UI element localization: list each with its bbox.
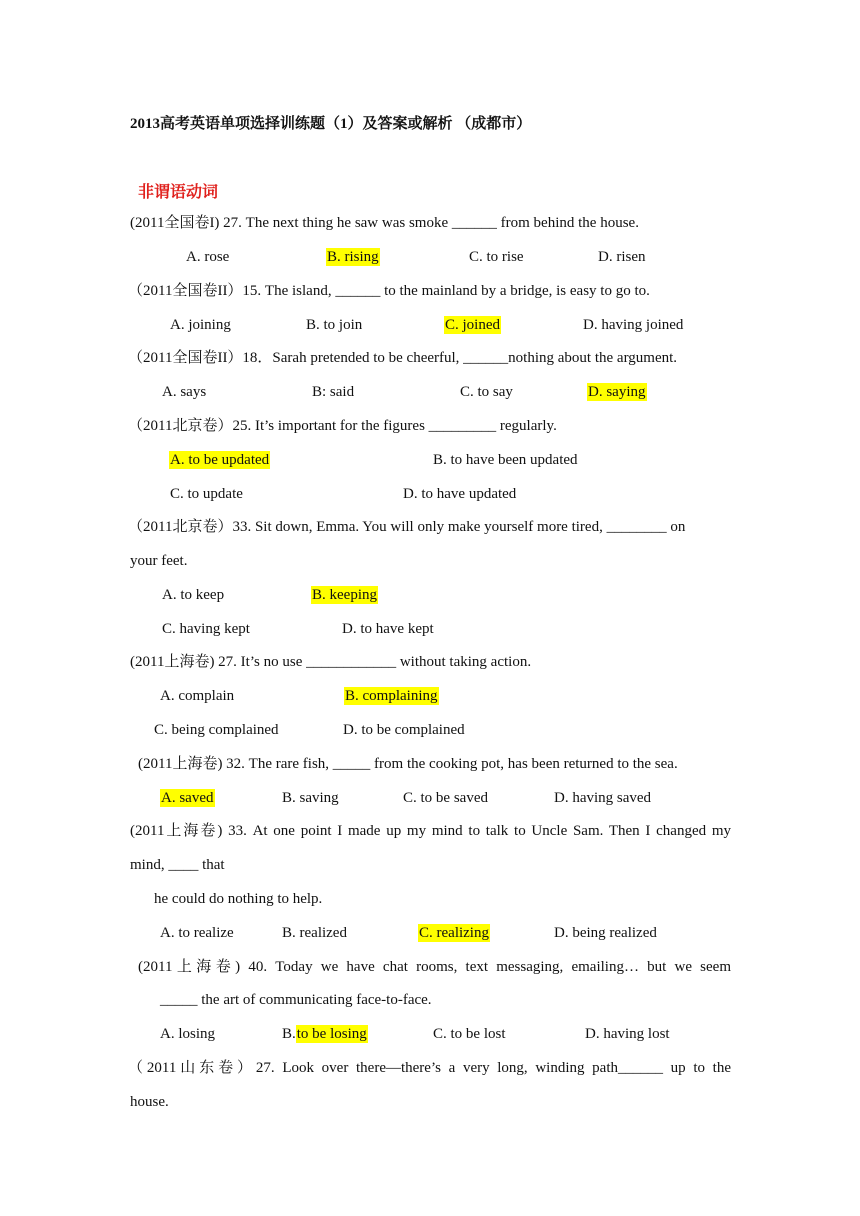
option-d: D. to have kept xyxy=(342,621,434,637)
section-heading: 非谓语动词 xyxy=(138,182,219,201)
option-c: C. being complained xyxy=(154,722,279,738)
question-stem-line1: （2011北京卷）33. Sit down, Emma. You will only make yourself more tired, ________ on xyxy=(128,519,686,535)
option-b-prefix: B. xyxy=(282,1026,296,1042)
question-stem: (2011上海卷) 27. It’s no use ____________ without taking action. xyxy=(130,654,532,670)
question-stem-line2: _____ the art of communicating face-to-face. xyxy=(160,992,432,1008)
option-d: D. being realized xyxy=(554,925,657,941)
question-stem: (2011全国卷I) 27. The next thing he saw was smoke ______ from behind the house. xyxy=(130,215,639,231)
option-c: C. to update xyxy=(170,486,243,502)
option-c: C. to be lost xyxy=(433,1026,506,1042)
option-b: B. realized xyxy=(282,925,347,941)
option-d: D. risen xyxy=(598,249,646,265)
question-stem-line2: your feet. xyxy=(130,553,188,569)
question-stem: （2011全国卷II）15. The island, ______ to the mainland by a bridge, is easy to go to. xyxy=(128,283,650,299)
option-d: D. to have updated xyxy=(403,486,517,502)
option-d: D. having lost xyxy=(585,1026,670,1042)
question-stem-line1: (2011上海卷) 33. At one point I made up my mind to talk to Uncle Sam. Then I changed my xyxy=(130,823,731,839)
option-a: A. losing xyxy=(160,1026,216,1042)
question-stem-line3: he could do nothing to help. xyxy=(154,891,323,907)
option-b: B. to join xyxy=(306,317,363,333)
option-b-answer: to be losing xyxy=(296,1026,367,1042)
option-c: C. having kept xyxy=(162,621,250,637)
option-a: A. rose xyxy=(186,249,230,265)
option-c: C. to say xyxy=(460,384,513,400)
option-c-answer: C. realizing xyxy=(419,925,489,941)
option-a: A. joining xyxy=(170,317,231,333)
document-title: 2013高考英语单项选择训练题（1）及答案或解析 （成都市） xyxy=(130,116,532,132)
question-stem: （2011全国卷II）18．Sarah pretended to be cheerful, ______nothing about the argument. xyxy=(128,350,678,366)
option-b: B: said xyxy=(312,384,355,400)
option-a-answer: A. saved xyxy=(161,790,214,806)
option-a: A. complain xyxy=(160,688,235,704)
option-c: C. to be saved xyxy=(403,790,488,806)
question-stem: （2011北京卷）25. It’s important for the figures _________ regularly. xyxy=(128,418,557,434)
option-a: A. to realize xyxy=(160,925,234,941)
option-d: D. to be complained xyxy=(343,722,465,738)
option-d: D. having joined xyxy=(583,317,684,333)
option-c-answer: C. joined xyxy=(445,317,500,333)
option-a-answer: A. to be updated xyxy=(170,452,270,468)
option-d-answer: D. saying xyxy=(588,384,646,400)
question-stem-line2: mind, ____ that xyxy=(130,857,225,873)
option-a: A. says xyxy=(162,384,207,400)
option-b-answer: B. keeping xyxy=(312,587,377,603)
option-a: A. to keep xyxy=(162,587,225,603)
question-stem-line1: (2011上海卷) 40. Today we have chat rooms, text messaging, emailing… but we seem xyxy=(138,959,731,975)
option-c: C. to rise xyxy=(469,249,524,265)
question-stem-line1: （2011山东卷）27. Look over there—there’s a very long, winding path______ up to the xyxy=(128,1060,731,1076)
question-stem: (2011上海卷) 32. The rare fish, _____ from the cooking pot, has been returned to the sea. xyxy=(138,756,678,772)
option-d: D. having saved xyxy=(554,790,652,806)
option-b-answer: B. rising xyxy=(327,249,379,265)
option-b: B. to have been updated xyxy=(433,452,578,468)
option-b-answer: B. complaining xyxy=(345,688,438,704)
question-stem-line2: house. xyxy=(130,1094,169,1110)
option-b: B. saving xyxy=(282,790,339,806)
